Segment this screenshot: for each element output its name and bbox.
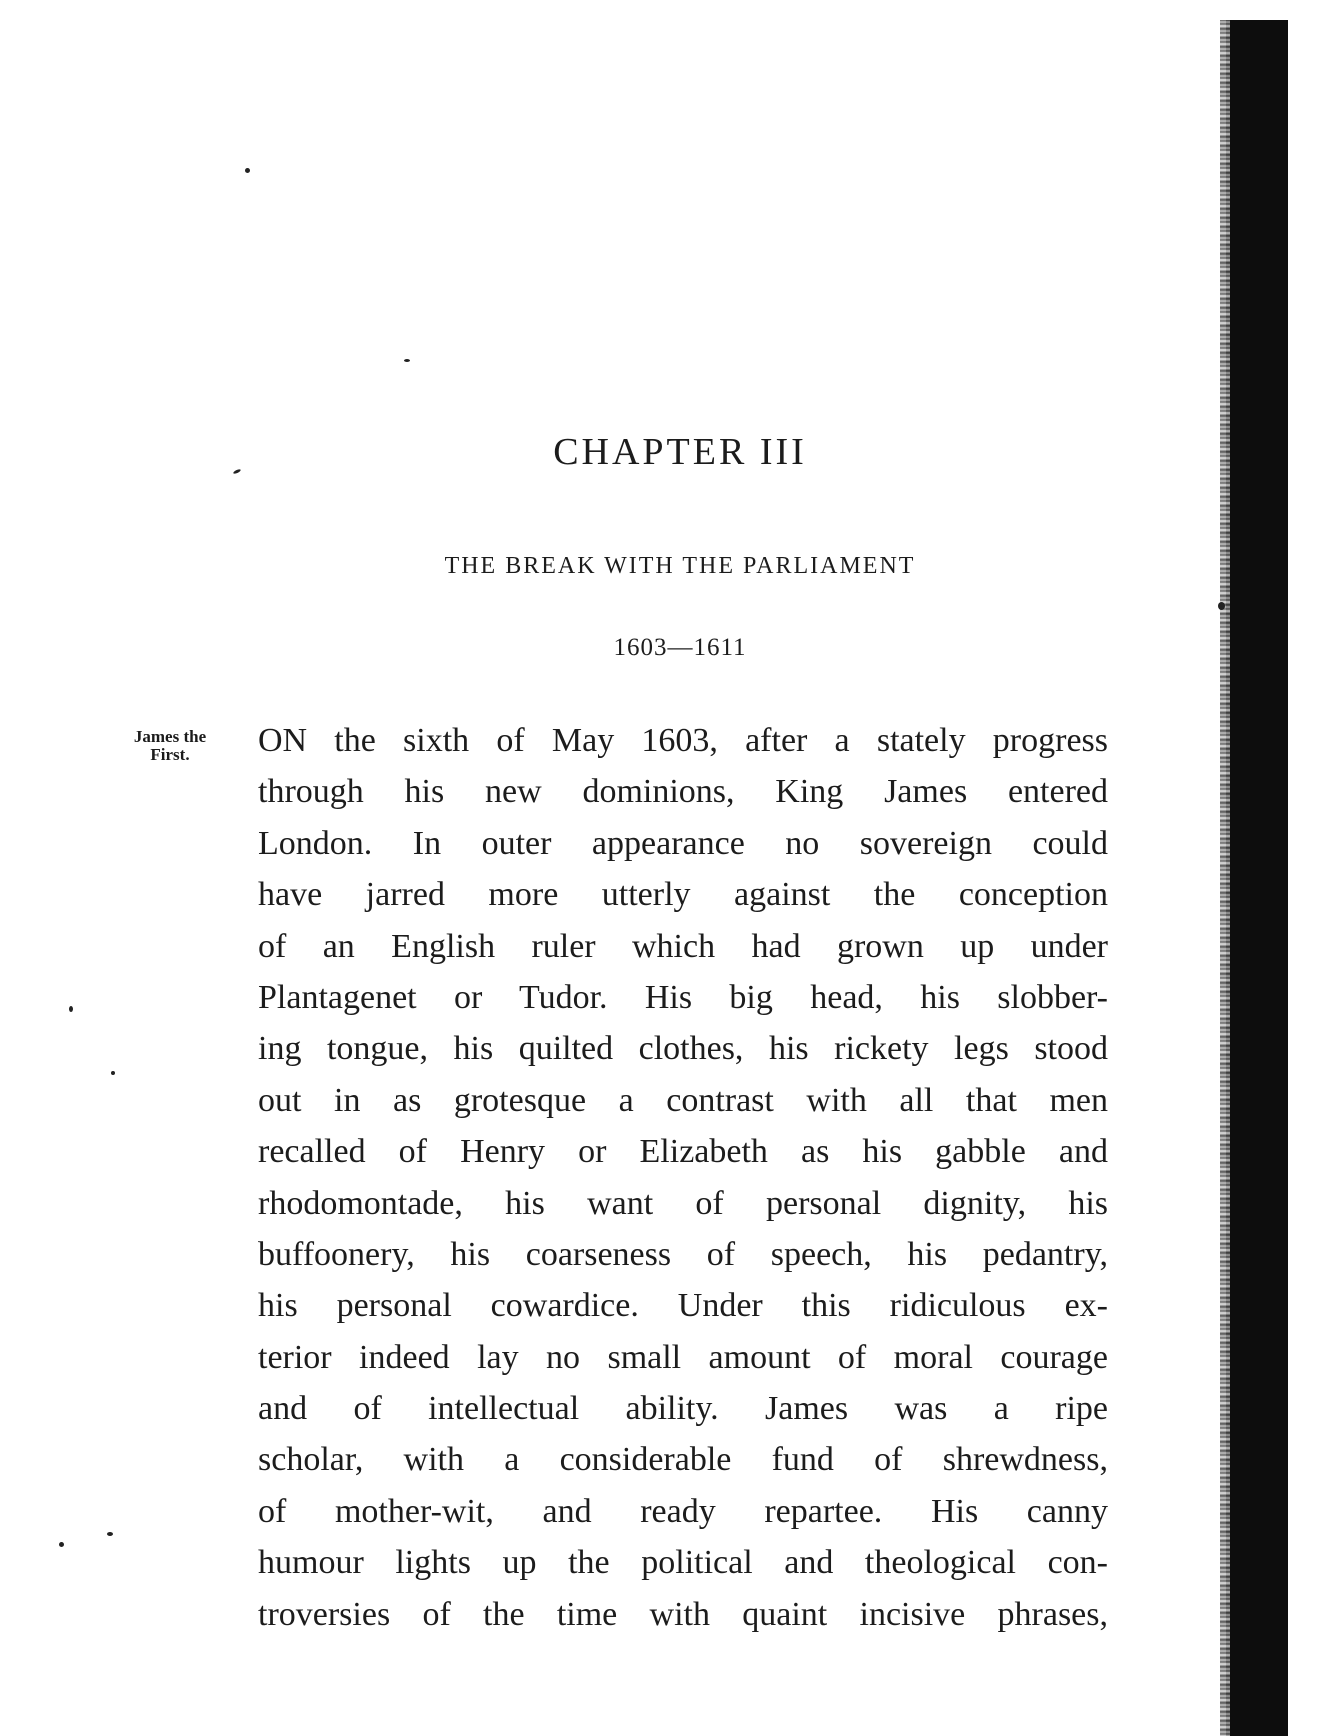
text-line: humour lights up the political and theological con-: [258, 1544, 1108, 1582]
text-line: buffoonery, his coarseness of speech, his pedantry,: [258, 1235, 1108, 1273]
text-line: rhodomontade, his want of personal dignity, his: [258, 1184, 1108, 1222]
text-line: recalled of Henry or Elizabeth as his gabble and: [258, 1133, 1108, 1171]
sidenote-line: James the: [133, 727, 207, 746]
page-binding-edge: [1226, 20, 1288, 1736]
body-paragraph: [258, 715, 1108, 1640]
sidenote-line: First.: [150, 745, 190, 764]
text-line: Plantagenet or Tudor. His big head, his slobber-: [258, 978, 1108, 1016]
scan-speck: [404, 359, 410, 362]
text-line: ing tongue, his quilted clothes, his rickety legs stood: [258, 1030, 1108, 1068]
scan-speck: [69, 1006, 73, 1012]
scan-speck: [245, 168, 250, 173]
chapter-dates: 1603—1611: [613, 634, 747, 661]
chapter-subtitle: THE BREAK WITH THE PARLIAMENT: [444, 553, 916, 579]
text-line: have jarred more utterly against the conception: [258, 876, 1108, 914]
text-line: of mother-wit, and ready repartee. His canny: [258, 1492, 1108, 1530]
scan-speck: [107, 1532, 113, 1536]
text-line: of an English ruler which had grown up under: [258, 927, 1108, 965]
text-line: London. In outer appearance no sovereign could: [258, 824, 1108, 862]
text-line: troversies of the time with quaint incisive phrases,: [258, 1595, 1108, 1633]
text-line: out in as grotesque a contrast with all that men: [258, 1081, 1108, 1119]
text-line: terior indeed lay no small amount of moral courage: [258, 1338, 1108, 1376]
chapter-title: CHAPTER III: [553, 431, 807, 473]
text-line: ON the sixth of May 1603, after a stately progress: [258, 722, 1108, 759]
text-line: scholar, with a considerable fund of shrewdness,: [258, 1441, 1108, 1479]
text-line: and of intellectual ability. James was a ripe: [258, 1390, 1108, 1428]
scan-speck: [1218, 602, 1225, 610]
scan-speck: [59, 1542, 64, 1547]
scan-speck: [111, 1071, 115, 1075]
text-line: through his new dominions, King James entered: [258, 773, 1108, 811]
text-line: his personal cowardice. Under this ridiculous ex-: [258, 1287, 1108, 1325]
margin-sidenote: [100, 728, 240, 764]
